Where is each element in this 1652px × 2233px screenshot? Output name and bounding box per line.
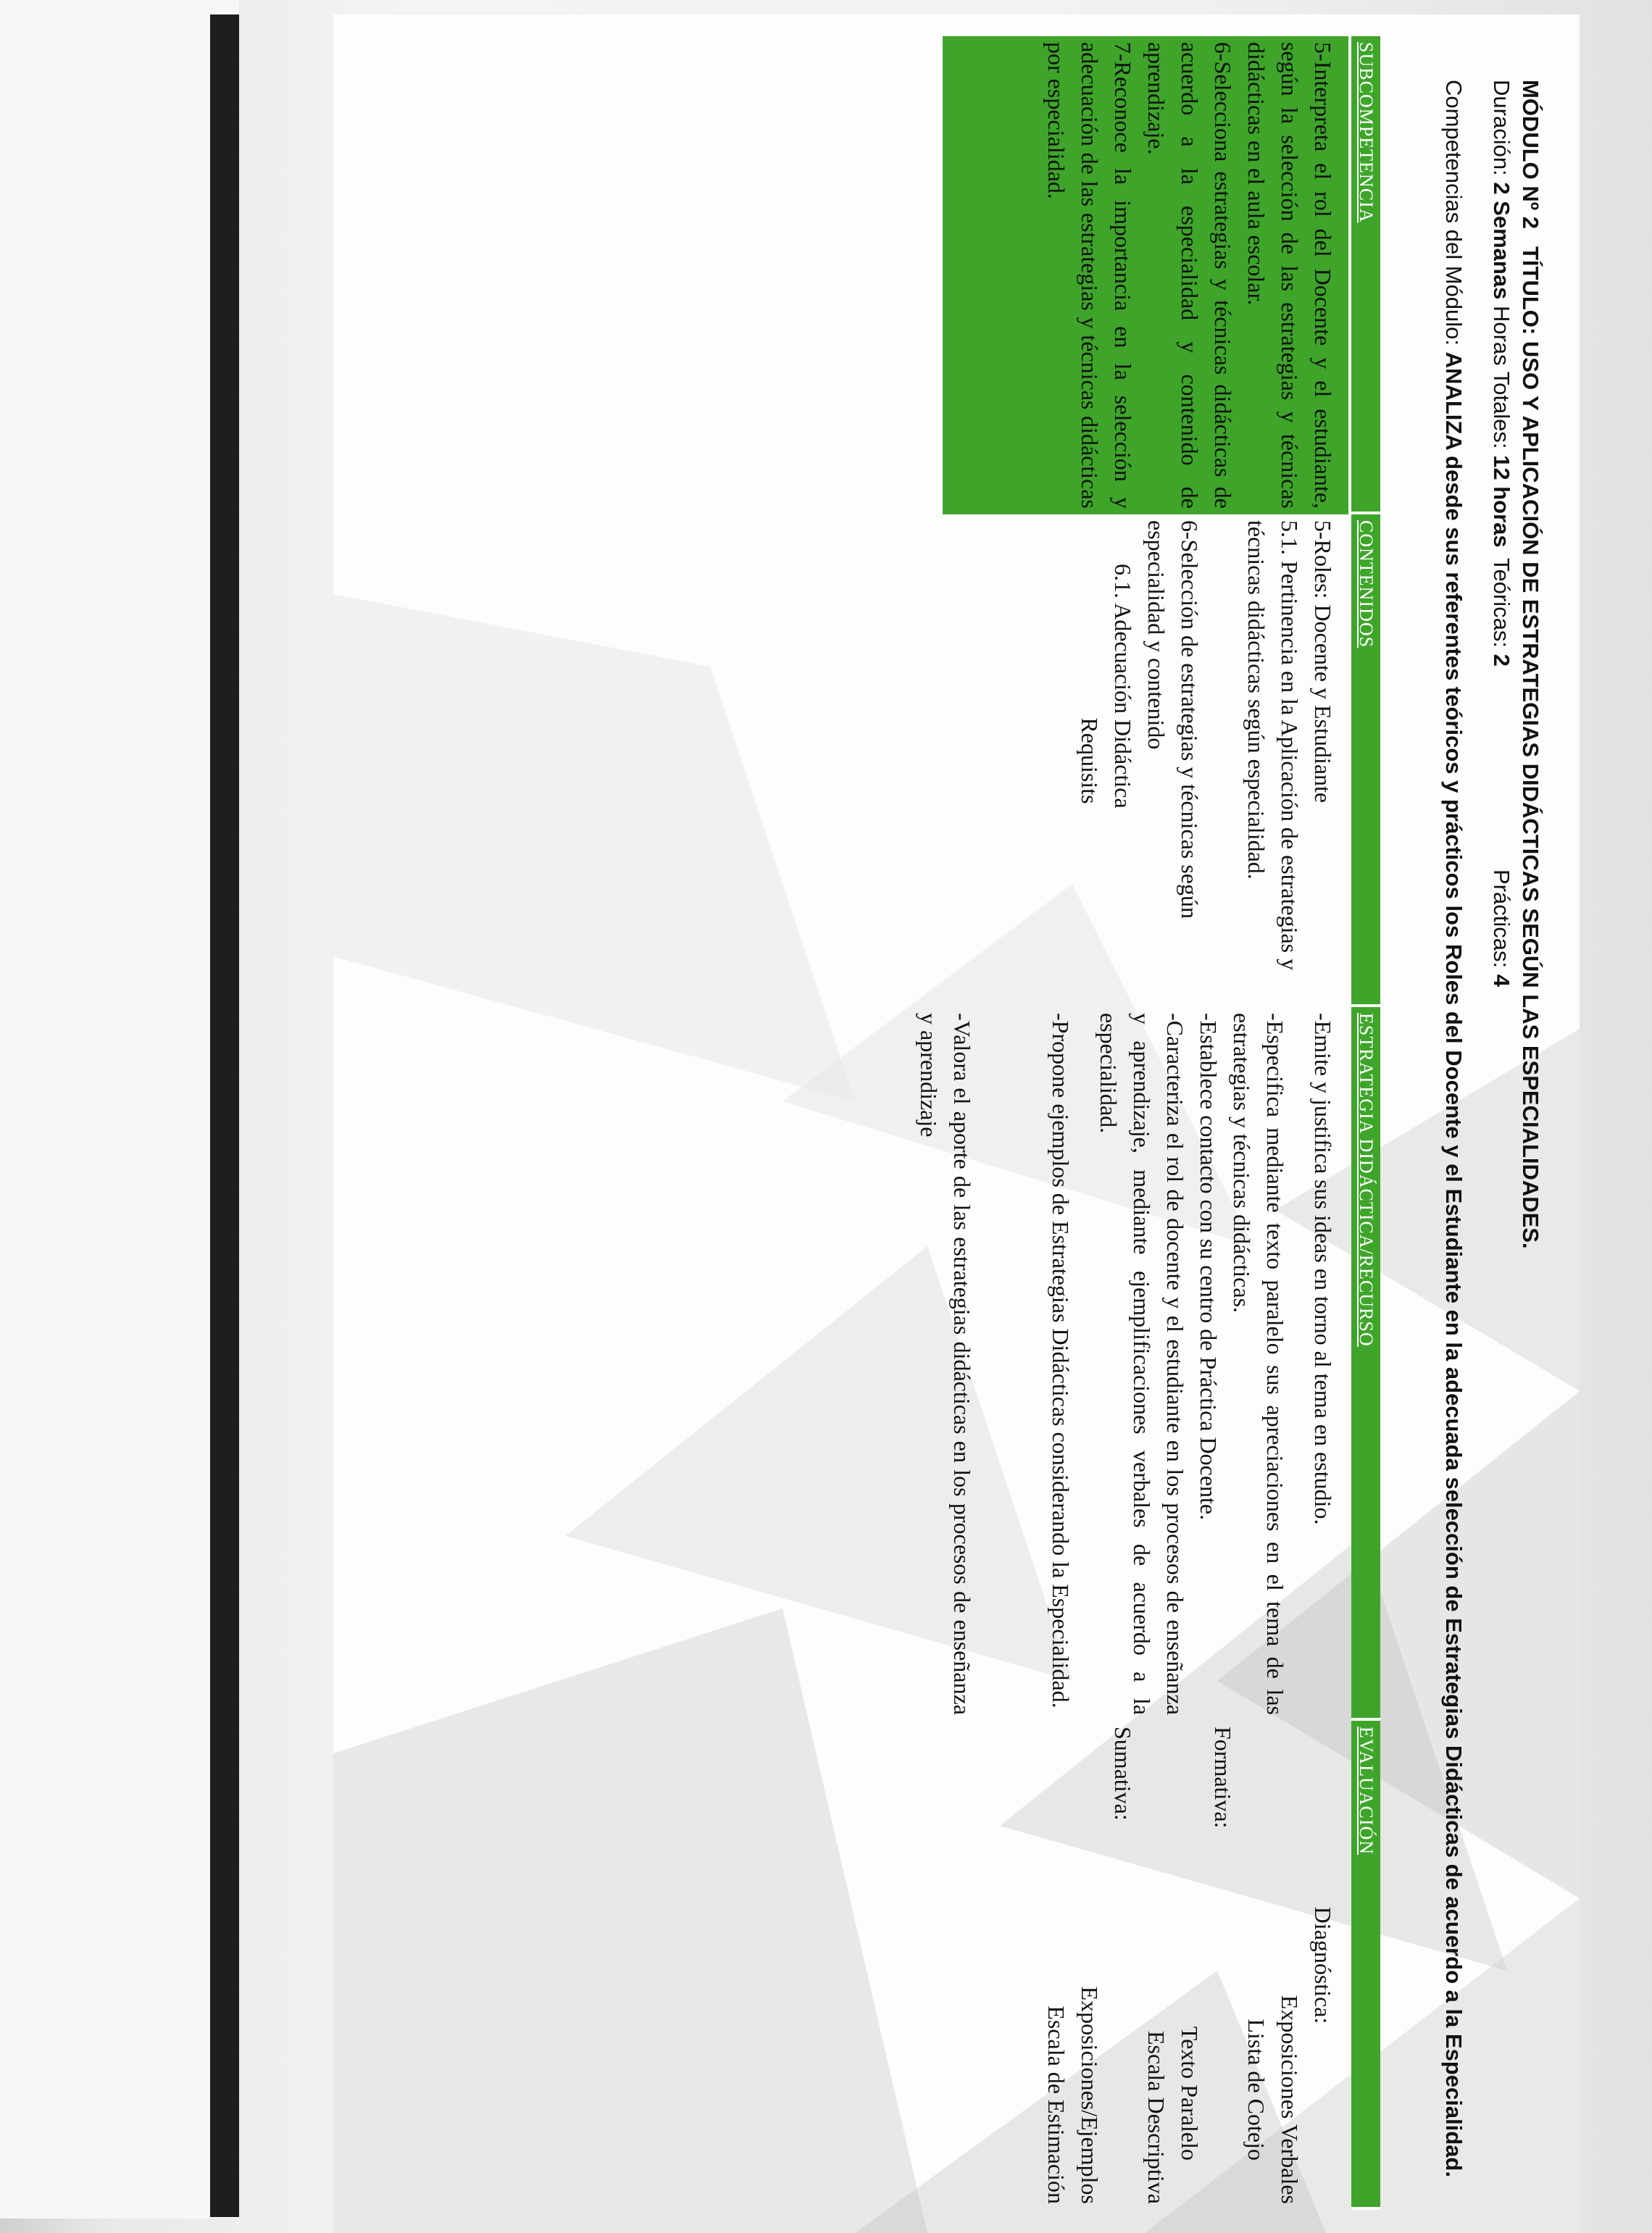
hours-label: Horas Totales:: [1489, 305, 1514, 449]
sumativa-label: Sumativa:: [1110, 1727, 1136, 1821]
scan-edge-shadow: [210, 14, 239, 2217]
contenido-6-1: 6.1. Adecuación Didáctica: [1110, 564, 1136, 809]
theory-value: 2: [1489, 654, 1514, 667]
estrategia-3: -Establece contacto con su centro de Práctica Docente.: [1196, 1013, 1222, 1521]
subcompetencia-5: 5-Interpreta el rol del Docente y el estudiante, según la selección de las estrategias y técnicas didácticas en el aula escolar.: [1243, 42, 1336, 509]
estrategia-5: -Propone ejemplos de Estrategias Didácticas considerando la Especialidad.: [1048, 1013, 1074, 1708]
formativa-label: Formativa:: [1210, 1727, 1236, 1829]
module-table: [351, 36, 1380, 2210]
competence-label: Competencias del Módulo:: [1441, 80, 1467, 346]
contenido-requisits: Requisits: [1077, 717, 1103, 804]
practice-value: 4: [1489, 974, 1514, 987]
estrategia-1: -Emite y justifica sus ideas en torno al tema en estudio.: [1310, 1013, 1336, 1525]
document-page: [333, 14, 1580, 2233]
table-body-row: [351, 36, 1348, 2210]
subcompetencia-7: 7-Reconoce la importancia en la selección y adecuación de las estrategias y técnicas didácticas por especialidad.: [1043, 42, 1136, 509]
title-label: TÍTULO:: [1518, 246, 1543, 335]
theory-group: [1487, 558, 1516, 869]
competence-paragraph: [1439, 80, 1468, 2195]
contenido-5-1: 5.1. Pertinencia en la Aplicación de estrategias y técnicas didácticas según especialidad.: [1243, 520, 1303, 971]
sumativa-item-2: Escala de Estimación: [1043, 2005, 1069, 2204]
practice-label: Prácticas:: [1489, 869, 1514, 969]
contenidos-cell: [351, 514, 1348, 1007]
duration-label: Duración:: [1489, 80, 1514, 176]
estrategia-2: -Especifica mediante texto paralelo sus apreciaciones en el tema de las estrategias y técnicas didácticas.: [1229, 1013, 1288, 1715]
practice-group: [1487, 869, 1516, 987]
diagnostica-item-2: Lista de Cotejo: [1243, 2019, 1269, 2161]
subcompetencia-6: 6-Selecciona estrategias y técnicas didácticas de acuerdo a la especialidad y contenido de aprendizaje.: [1143, 42, 1236, 509]
estrategias-cell: [351, 1007, 1348, 1721]
module-number: MÓDULO Nº 2: [1518, 80, 1543, 229]
duration-row: [1487, 80, 1516, 2195]
evaluacion-cell: [351, 1721, 1348, 2210]
module-header: [1439, 80, 1545, 2195]
contenido-5: 5-Roles: Docente y Estudiante: [1310, 520, 1336, 804]
theory-label: Teóricas:: [1489, 558, 1514, 648]
formativa-item-1: Texto Paralelo: [1177, 2026, 1203, 2161]
estrategia-6: -Valora el aporte de las estrategias didácticas en los procesos de enseñanza y aprendizaje: [916, 1013, 975, 1715]
table-header-row: [1351, 36, 1380, 2210]
subcompetencia-cell: [943, 36, 1348, 514]
diagnostica-item-1: Exposiciones Verbales: [1277, 1995, 1303, 2204]
header-contenidos: CONTENIDOS: [1351, 514, 1380, 1007]
contenido-6: 6-Selección de estrategias y técnicas según especialidad y contenido: [1143, 520, 1203, 919]
header-estrategia: ESTRATEGIA DIDÁCTICA/RECURSO: [1351, 1007, 1380, 1721]
header-subcompetencia: SUBCOMPETENCIA: [1351, 36, 1380, 514]
estrategia-4: -Caracteriza el rol de docente y el estudiante en los procesos de enseñanza y aprendizaje, mediante ejemplificaciones verbales de acuerdo a la especialidad.: [1096, 1013, 1188, 1715]
duration-value: 2 Semanas: [1489, 182, 1514, 300]
title-row: [1516, 80, 1545, 2195]
competence-text: ANALIZA desde sus referentes teóricos y prácticos los Roles del Docente y el Estudiante en la adecuada selección de Estrategias Didácticas de acuerdo a la Especialidad.: [1441, 351, 1467, 2178]
formativa-item-2: Escala Descriptiva: [1143, 2031, 1169, 2204]
diagnostica-label: Diagnóstica:: [1310, 1906, 1336, 2024]
sumativa-item-1: Exposiciones/Ejemplos: [1077, 1986, 1103, 2204]
duration-group: [1487, 80, 1516, 558]
hours-value: 12 horas: [1489, 455, 1514, 548]
scan-margin: [0, 0, 239, 2219]
header-evaluacion: EVALUACIÓN: [1351, 1721, 1380, 2210]
module-title: USO Y APLICACIÓN DE ESTRATEGIAS DIDÁCTICAS SEGÚN LAS ESPECIALIDADES.: [1518, 341, 1543, 1249]
